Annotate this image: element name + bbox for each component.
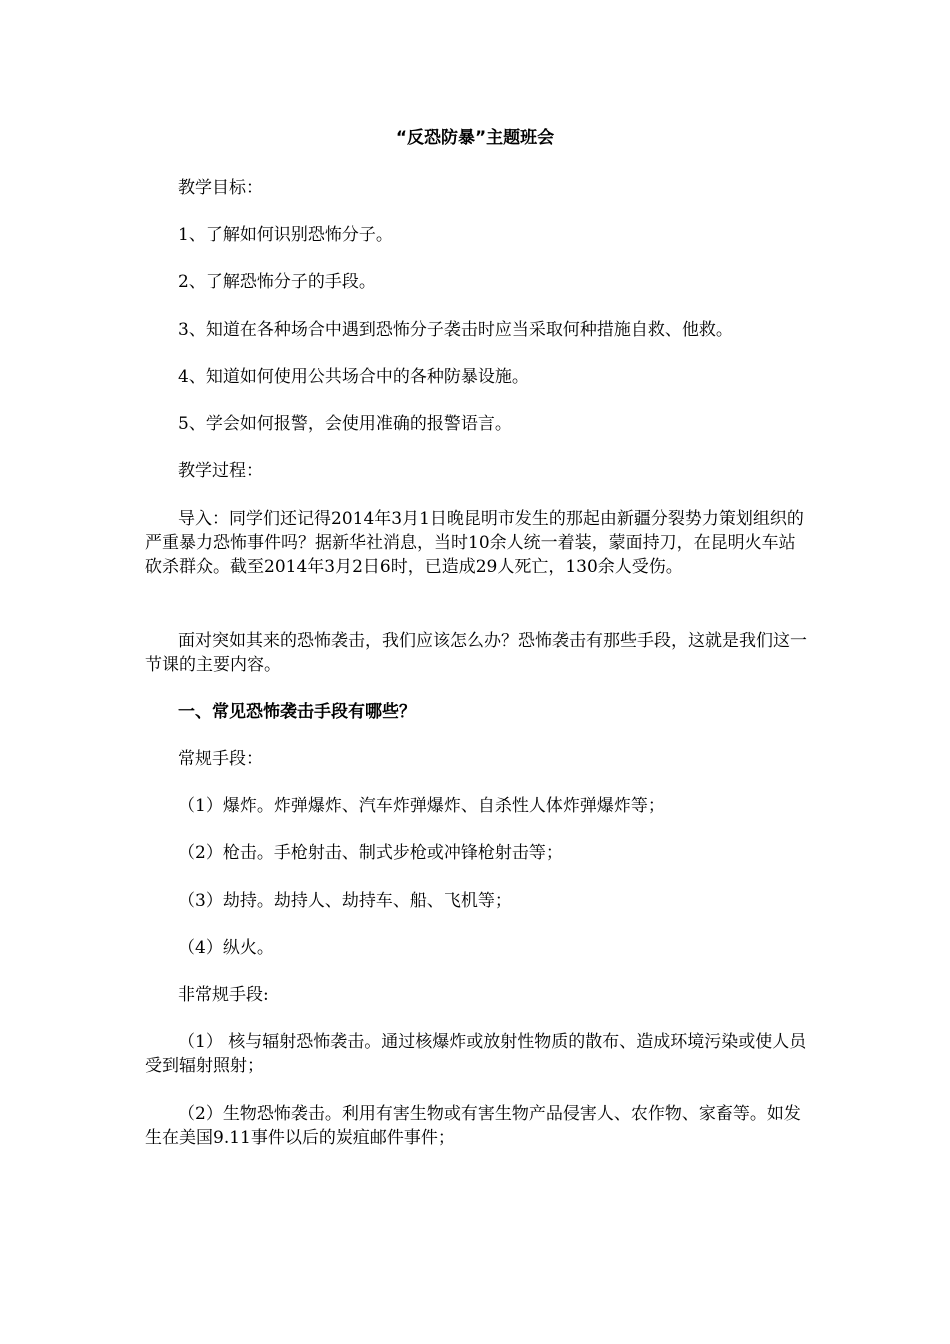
unconventional-label: 非常规手段: xyxy=(178,985,269,1005)
objective-item: 4、知道如何使用公共场合中的各种防暴设施。 xyxy=(178,367,529,387)
objective-item: 3、知道在各种场合中遇到恐怖分子袭击时应当采取何种措施自救、他救。 xyxy=(178,320,733,340)
document-title: “反恐防暴”主题班会 xyxy=(395,128,555,148)
objective-item: 2、了解恐怖分子的手段。 xyxy=(178,272,376,292)
objective-item: 5、学会如何报警，会使用准确的报警语言。 xyxy=(178,414,512,434)
objectives-label: 教学目标： xyxy=(178,178,263,198)
conventional-label: 常规手段： xyxy=(178,749,263,769)
conventional-item: （4）纵火。 xyxy=(178,938,274,958)
intro-paragraph: 导入：同学们还记得2014年3月1日晚昆明市发生的那起由新疆分裂势力策划组织的严重暴力恐怖事件吗？据新华社消息，当时10余人统一着装，蒙面持刀，在昆明火车站砍杀群众。截至2014年3月2日6时，已造成29人死亡，130余人受伤。 xyxy=(145,509,804,577)
unconventional-item: （2）生物恐怖袭击。利用有害生物或有害生物产品侵害人、农作物、家畜等。如发生在美国9.11事件以后的炭疽邮件事件； xyxy=(145,1104,801,1148)
question-paragraph: 面对突如其来的恐怖袭击，我们应该怎么办？恐怖袭击有那些手段，这就是我们这一节课的主要内容。 xyxy=(145,631,807,675)
conventional-item: （3）劫持。劫持人、劫持车、船、飞机等； xyxy=(178,891,512,911)
conventional-item: （1）爆炸。炸弹爆炸、汽车炸弹爆炸、自杀性人体炸弹爆炸等； xyxy=(178,796,665,816)
unconventional-item: （1） 核与辐射恐怖袭击。通过核爆炸或放射性物质的散布、造成环境污染或使人员受到辐射照射； xyxy=(145,1032,807,1076)
section-heading: 一、常见恐怖袭击手段有哪些？ xyxy=(178,702,416,722)
conventional-item: （2）枪击。手枪射击、制式步枪或冲锋枪射击等； xyxy=(178,843,563,863)
process-label: 教学过程： xyxy=(178,461,263,481)
objective-item: 1、了解如何识别恐怖分子。 xyxy=(178,225,393,245)
